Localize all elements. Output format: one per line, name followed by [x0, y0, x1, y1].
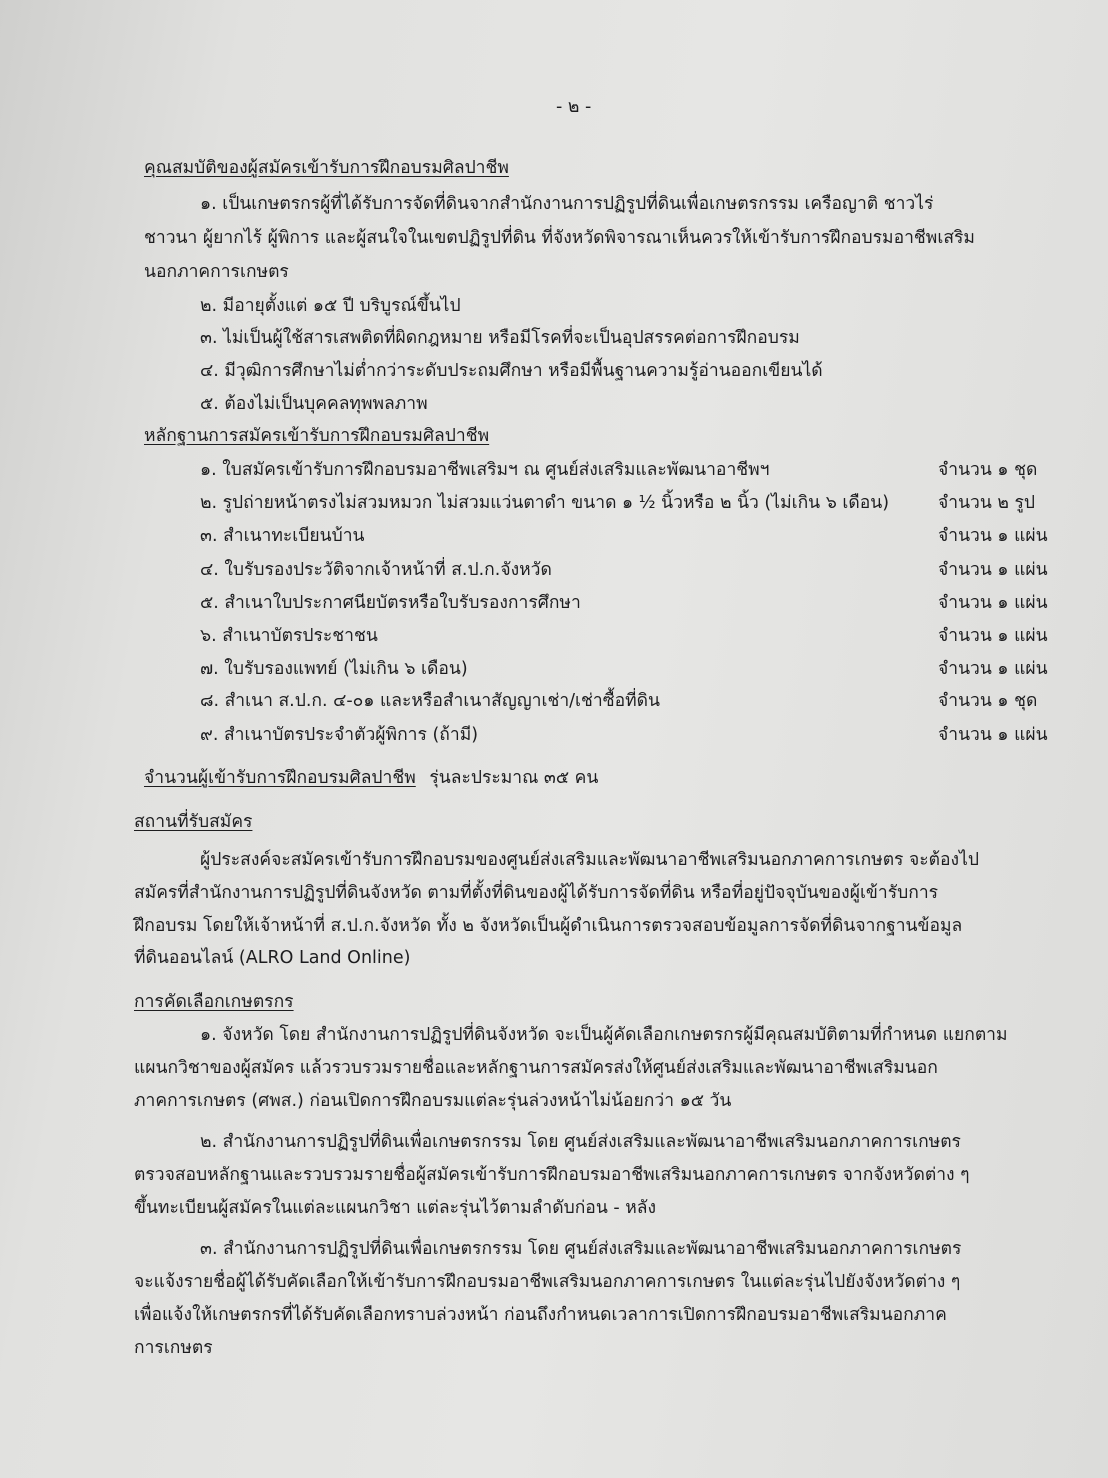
location-heading: สถานที่รับสมัคร [134, 812, 253, 832]
selection-p1-line-3: ภาคการเกษตร (ศพส.) ก่อนเปิดการฝึกอบรมแต่ละรุ่นล่วงหน้าไม่น้อยกว่า ๑๕ วัน [134, 1091, 732, 1111]
location-line-2: สมัครที่สำนักงานการปฏิรูปที่ดินจังหวัด ตามที่ตั้งที่ดินของผู้ได้รับการจัดที่ดิน หรือที่อยู่ปัจจุบันของผู้เข้ารับการ [134, 883, 939, 903]
location-line-4: ที่ดินออนไลน์ (ALRO Land Online) [134, 948, 411, 968]
document-item-text: ๔. ใบรับรองประวัติจากเจ้าหน้าที่ ส.ป.ก.จังหวัด [200, 560, 552, 580]
document-item-text: ๓. สำเนาทะเบียนบ้าน [200, 526, 365, 546]
document-item-quantity: จำนวน ๑ แผ่น [938, 593, 1048, 613]
documents-heading: หลักฐานการสมัครเข้ารับการฝึกอบรมศิลปาชีพ [144, 426, 490, 446]
document-item-quantity: จำนวน ๑ ชุด [938, 460, 1038, 480]
selection-p3-line-2: จะแจ้งรายชื่อผู้ได้รับคัดเลือกให้เข้ารับการฝึกอบรมอาชีพเสริมนอกภาคการเกษตร ในแต่ละรุ่นไปยังจังหวัดต่าง ๆ [134, 1272, 961, 1292]
document-item-quantity: จำนวน ๑ ชุด [938, 691, 1038, 711]
qualification-item-2: ๒. มีอายุตั้งแต่ ๑๕ ปี บริบูรณ์ขึ้นไป [200, 296, 461, 316]
document-item-quantity: จำนวน ๑ แผ่น [938, 659, 1048, 679]
selection-p1-line-2: แผนกวิชาของผู้สมัคร แล้วรวบรวมรายชื่อและหลักฐานการสมัครส่งให้ศูนย์ส่งเสริมและพัฒนาอาชีพเสริมนอก [134, 1058, 938, 1078]
qualification-item-5: ๕. ต้องไม่เป็นบุคคลทุพพลภาพ [200, 394, 428, 414]
document-item-quantity: จำนวน ๑ แผ่น [938, 626, 1048, 646]
participants-count: รุ่นละประมาณ ๓๕ คน [429, 768, 599, 788]
document-item-text: ๒. รูปถ่ายหน้าตรงไม่สวมหมวก ไม่สวมแว่นตาดำ ขนาด ๑ ½ นิ้วหรือ ๒ นิ้ว (ไม่เกิน ๖ เดือน) [200, 493, 890, 513]
document-item-text: ๖. สำเนาบัตรประชาชน [200, 626, 378, 646]
selection-p3-line-3: เพื่อแจ้งให้เกษตรกรที่ได้รับคัดเลือกทราบล่วงหน้า ก่อนถึงกำหนดเวลาการเปิดการฝึกอบรมอาชีพเสริมนอกภาค [134, 1305, 947, 1325]
page-number: - ๒ - [556, 97, 592, 117]
qualification-item-1-line-3: นอกภาคการเกษตร [144, 262, 289, 282]
selection-heading: การคัดเลือกเกษตรกร [134, 992, 294, 1012]
participants-heading: จำนวนผู้เข้ารับการฝึกอบรมศิลปาชีพ [144, 768, 416, 788]
document-item-text: ๙. สำเนาบัตรประจำตัวผู้พิการ (ถ้ามี) [200, 725, 479, 745]
selection-p2-line-2: ตรวจสอบหลักฐานและรวบรวมรายชื่อผู้สมัครเข้ารับการฝึกอบรมอาชีพเสริมนอกภาคการเกษตร จากจังหวัดต่าง ๆ [134, 1165, 970, 1185]
location-line-1: ผู้ประสงค์จะสมัครเข้ารับการฝึกอบรมของศูนย์ส่งเสริมและพัฒนาอาชีพเสริมนอกภาคการเกษตร จะต้องไป [200, 850, 980, 870]
qualification-item-1-line-2: ชาวนา ผู้ยากไร้ ผู้พิการ และผู้สนใจในเขตปฏิรูปที่ดิน ที่จังหวัดพิจารณาเห็นควรให้เข้ารับการฝึกอบรมอาชีพเสริม [144, 228, 975, 248]
document-item-quantity: จำนวน ๒ รูป [938, 493, 1036, 513]
document-item-quantity: จำนวน ๑ แผ่น [938, 526, 1048, 546]
qualifications-heading: คุณสมบัติของผู้สมัครเข้ารับการฝึกอบรมศิลปาชีพ [144, 158, 509, 178]
qualification-item-1-line-1: ๑. เป็นเกษตรกรผู้ที่ได้รับการจัดที่ดินจากสำนักงานการปฏิรูปที่ดินเพื่อเกษตรกรรม เครือญาติ ชาวไร่ [200, 194, 934, 214]
qualification-item-4: ๔. มีวุฒิการศึกษาไม่ต่ำกว่าระดับประถมศึกษา หรือมีพื้นฐานความรู้อ่านออกเขียนได้ [200, 361, 823, 381]
document-item-text: ๕. สำเนาใบประกาศนียบัตรหรือใบรับรองการศึกษา [200, 593, 581, 613]
selection-p3-line-1: ๓. สำนักงานการปฏิรูปที่ดินเพื่อเกษตรกรรม โดย ศูนย์ส่งเสริมและพัฒนาอาชีพเสริมนอกภาคการเกษตร [200, 1239, 962, 1259]
document-item-text: ๑. ใบสมัครเข้ารับการฝึกอบรมอาชีพเสริมฯ ณ ศูนย์ส่งเสริมและพัฒนาอาชีพฯ [200, 460, 770, 480]
qualification-item-3: ๓. ไม่เป็นผู้ใช้สารเสพติดที่ผิดกฎหมาย หรือมีโรคที่จะเป็นอุปสรรคต่อการฝึกอบรม [200, 328, 800, 348]
location-line-3: ฝึกอบรม โดยให้เจ้าหน้าที่ ส.ป.ก.จังหวัด ทั้ง ๒ จังหวัดเป็นผู้ดำเนินการตรวจสอบข้อมูลการจัดที่ดินจากฐานข้อมูล [134, 916, 963, 936]
selection-p1-line-1: ๑. จังหวัด โดย สำนักงานการปฏิรูปที่ดินจังหวัด จะเป็นผู้คัดเลือกเกษตรกรผู้มีคุณสมบัติตามที่กำหนด แยกตาม [200, 1025, 1008, 1045]
document-item-text: ๘. สำเนา ส.ป.ก. ๔-๐๑ และหรือสำเนาสัญญาเช่า/เช่าซื้อที่ดิน [200, 691, 660, 711]
selection-p2-line-1: ๒. สำนักงานการปฏิรูปที่ดินเพื่อเกษตรกรรม โดย ศูนย์ส่งเสริมและพัฒนาอาชีพเสริมนอกภาคการเกษตร [200, 1132, 961, 1152]
selection-p3-line-4: การเกษตร [134, 1338, 213, 1358]
selection-p2-line-3: ขึ้นทะเบียนผู้สมัครในแต่ละแผนกวิชา แต่ละรุ่นไว้ตามลำดับก่อน - หลัง [134, 1198, 657, 1218]
participants-line [144, 766, 598, 790]
document-item-quantity: จำนวน ๑ แผ่น [938, 725, 1048, 745]
document-item-quantity: จำนวน ๑ แผ่น [938, 560, 1048, 580]
document-item-text: ๗. ใบรับรองแพทย์ (ไม่เกิน ๖ เดือน) [200, 659, 468, 679]
